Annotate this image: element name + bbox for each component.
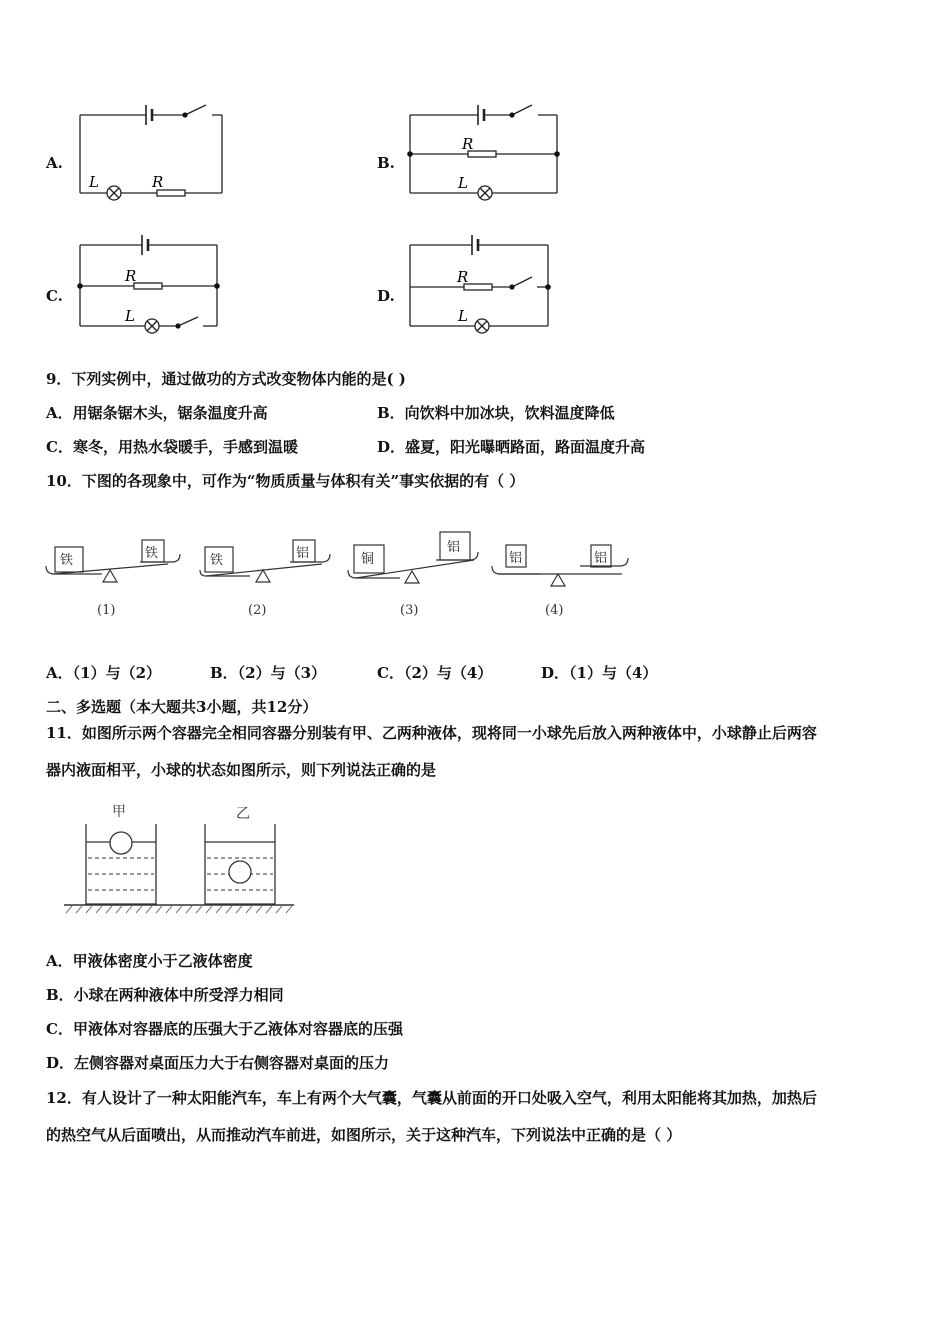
circuit-d-label: D. [377,287,395,305]
q10-option-d: D．（1）与（4） [541,664,658,682]
resistor-label: R [125,267,137,285]
q9-stem: 9．下列实例中，通过做功的方式改变物体内能的是( ) [46,370,406,388]
circuit-b-label: B. [377,154,395,172]
circuit-d-diagram [400,228,570,343]
circuit-a-diagram [70,95,240,210]
q12-stem-line2: 的热空气从后面喷出，从而推动汽车前进，如图所示，关于这种汽车，下列说法中正确的是（ ） [46,1126,682,1144]
resistor-label: R [462,135,474,153]
q11-stem-line2: 器内液面相平，小球的状态如图所示，则下列说法正确的是 [46,761,437,779]
lamp-label: L [458,174,468,192]
balance-4-caption: (4) [545,603,564,618]
q9-option-c: C．寒冬，用热水袋暖手，手感到温暖 [46,438,298,456]
section-2-heading: 二、多选题（本大题共3小题，共12分） [46,698,318,716]
circuit-c-diagram [70,228,240,343]
balance-3-left-label: 铜 [361,552,375,567]
balance-2-right-label: 铝 [296,546,310,561]
balance-1-right-label: 铁 [145,546,159,561]
q11-option-a: A．甲液体密度小于乙液体密度 [46,952,253,970]
q9-option-b: B．向饮料中加冰块，饮料温度降低 [377,404,615,422]
q10-stem: 10．下图的各现象中，可作为“物质质量与体积有关”事实依据的有（ ） [46,472,525,490]
balance-4-right-label: 铝 [594,551,608,566]
lamp-label: L [458,307,468,325]
ball-right [229,861,251,883]
q9-option-a: A．用锯条锯木头，锯条温度升高 [46,404,268,422]
q10-option-b: B．（2）与（3） [210,664,327,682]
balance-1-left-label: 铁 [60,553,74,568]
q12-stem-line1: 12．有人设计了一种太阳能汽车，车上有两个大气囊，气囊从前面的开口处吸入空气，利用太阳能将其加热，加热后 [46,1089,817,1107]
circuit-b-diagram [400,95,570,210]
balance-2-left-label: 铁 [210,553,224,568]
q11-option-d: D．左侧容器对桌面压力大于右侧容器对桌面的压力 [46,1054,390,1072]
q11-containers-figure [60,800,300,920]
circuit-a-label: A. [46,154,63,172]
resistor-label: R [457,268,469,286]
q11-option-b: B．小球在两种液体中所受浮力相同 [46,986,284,1004]
balance-3-caption: (3) [400,603,419,618]
q9-option-d: D．盛夏，阳光曝晒路面，路面温度升高 [377,438,646,456]
q10-option-c: C．（2）与（4） [377,664,493,682]
lamp-label: L [125,307,135,325]
balance-1-caption: (1) [97,603,116,618]
balance-2-caption: (2) [248,603,267,618]
balance-3-right-label: 铝 [447,540,461,555]
balance-4-left-label: 铝 [509,551,523,566]
lamp-label: L [89,173,99,191]
circuit-c-label: C. [46,287,63,305]
q11-stem-line1: 11．如图所示两个容器完全相同容器分别装有甲、乙两种液体，现将同一小球先后放入两种液体中，小球静止后两容 [46,724,817,742]
resistor-icon [134,283,162,289]
container-left-label: 甲 [112,804,126,820]
ball-left [110,832,132,854]
q11-option-c: C．甲液体对容器底的压强大于乙液体对容器底的压强 [46,1020,403,1038]
q10-balances-figure [40,528,640,626]
resistor-label: R [152,173,164,191]
q10-option-a: A．（1）与（2） [46,664,162,682]
container-right-label: 乙 [236,806,250,822]
